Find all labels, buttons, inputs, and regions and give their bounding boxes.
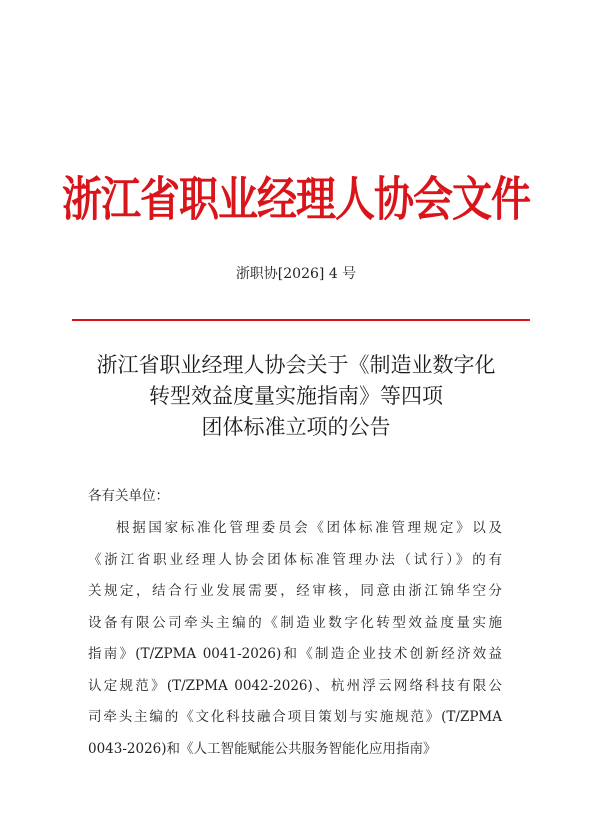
body-line: 0043-2026)和《人工智能赋能公共服务智能化应用指南》: [88, 740, 437, 757]
body-line: 根据国家标准化管理委员会《团体标准管理规定》以及: [116, 520, 502, 536]
body-line: 认定规范》(T/ZPMA 0042-2026)、杭州浮云网络科技有限公: [88, 677, 502, 694]
body-paragraph: [88, 513, 502, 765]
salutation: 各有关单位：: [88, 488, 169, 504]
red-divider-rule: [72, 319, 530, 321]
body-line: 设备有限公司牵头主编的《制造业数字化转型效益度量实施: [88, 614, 502, 631]
body-line: 司牵头主编的《文化科技融合项目策划与实施规范》(T/ZPMA: [88, 709, 502, 725]
body-line: 关规定，结合行业发展需要，经审核，同意由浙江锦华空分: [88, 583, 502, 599]
body-line: 指南》(T/ZPMA 0041-2026)和《制造企业技术创新经济效益: [88, 646, 502, 662]
title-line-3: 团体标准立项的公告: [201, 415, 391, 439]
document-number: 浙职协[2026] 4 号: [235, 266, 357, 282]
body-line: 《浙江省职业经理人协会团体标准管理办法（试行）》的有: [88, 551, 502, 568]
title-line-1: 浙江省职业经理人协会关于《制造业数字化: [96, 353, 496, 377]
title-line-2: 转型效益度量实施指南》等四项: [149, 384, 443, 408]
announcement-title: [60, 350, 532, 443]
document-masthead: 浙江省职业经理人协会文件: [62, 173, 530, 228]
